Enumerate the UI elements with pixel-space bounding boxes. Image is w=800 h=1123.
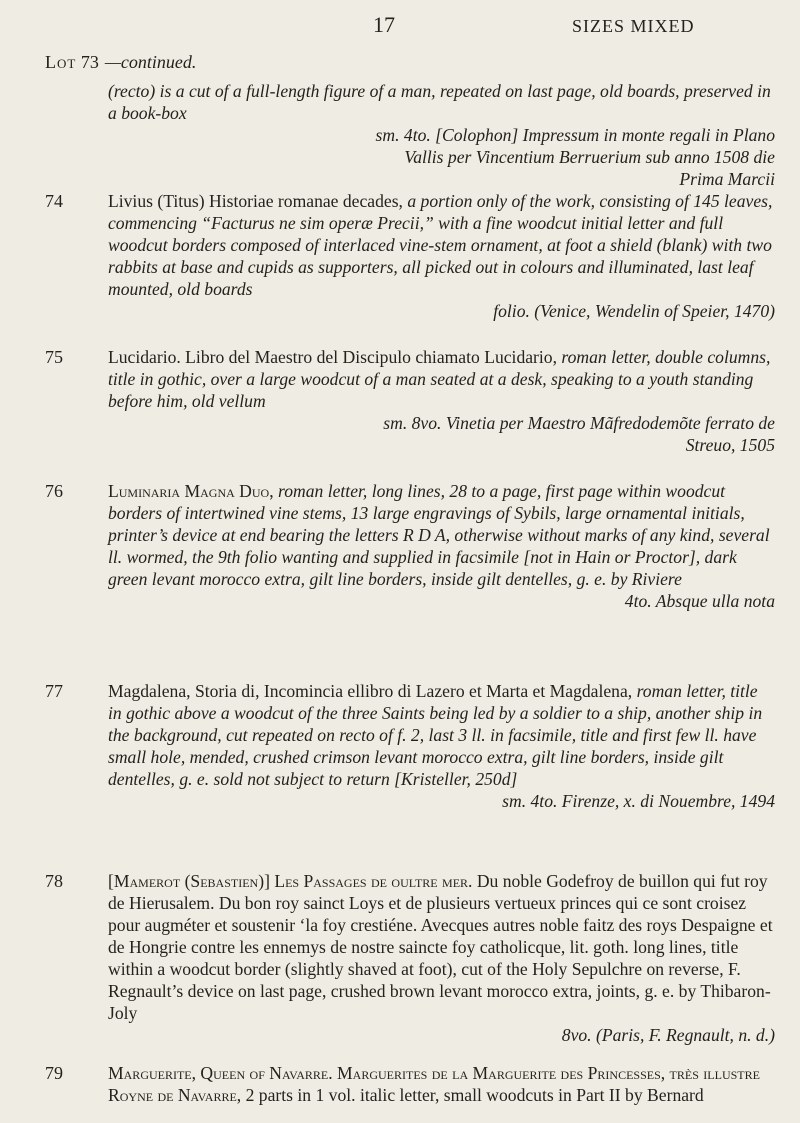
lot-entry-79	[45, 1062, 775, 1106]
lot-number: 74	[45, 191, 63, 211]
entry-title: [Mamerot (Sebastien)] Les Passages de oultre mer.	[108, 871, 473, 891]
entry-imprint-2: Streuo, 1505	[685, 435, 775, 455]
entry-title: Luminaria Magna Duo,	[108, 481, 274, 501]
lot-number: 77	[45, 681, 63, 701]
lot-entry-74	[45, 190, 775, 322]
entry-title: Marguerite, Queen of Navarre. Marguerites de la Marguerite des Princesses, très illustre Royne de Navarre,	[108, 1063, 760, 1105]
entry-title: Magdalena, Storia di, Incomincia ellibro di Lazero et Marta et Magdalena,	[108, 681, 633, 701]
lot-label: Lot	[45, 52, 77, 72]
entry-description: a portion only of the work, consisting of 145 leaves, commencing “Facturus ne sim operæ Precii,” with a fine woodcut initial letter and full woodcut borders composed of interlaced vine-stem ornament, at foot a shield (blank) with two rabbits at base and cupids as supporters, all picked out in colours and illuminated, last leaf mounted, old boards	[108, 191, 773, 299]
entry-description: roman letter, long lines, 28 to a page, first page within woodcut borders of intertwined vine stems, 13 large engravings of Sybils, large ornamental initials, printer’s device at end bearing the letters R D A, otherwise without marks of any kind, several ll. wormed, the 9th folio wanting and supplied in facsimile [not in Hain or Proctor], dark green levant morocco extra, gilt line borders, inside gilt dentelles, g. e. by Riviere	[108, 481, 770, 589]
entry-imprint: 4to. Absque ulla nota	[624, 591, 775, 611]
lot-number: 79	[45, 1063, 63, 1083]
lot-entry-77	[45, 680, 775, 812]
lot-number: 76	[45, 481, 63, 501]
entry-imprint-1: sm. 8vo. Vinetia per Maestro Mãfredodemõte ferrato de	[383, 413, 775, 433]
lot-continued-heading	[45, 52, 196, 73]
running-title: SIZES MIXED	[572, 16, 695, 36]
continued-imprint-2: Vallis per Vincentium Berruerium sub anno 1508 die	[404, 147, 775, 167]
continued-description: (recto) is a cut of a full-length figure of a man, repeated on last page, old boards, preserved in a book-box	[108, 81, 771, 123]
page-header	[0, 12, 800, 38]
continued-label: —continued.	[104, 52, 197, 72]
lot-number: 73	[80, 52, 99, 72]
entry-imprint: sm. 4to. Firenze, x. di Nouembre, 1494	[502, 791, 775, 811]
lot-number: 78	[45, 871, 63, 891]
lot-entry-75	[45, 346, 775, 456]
entry-imprint: 8vo. (Paris, F. Regnault, n. d.)	[561, 1025, 775, 1045]
entry-description: 2 parts in 1 vol. italic letter, small woodcuts in Part II by Bernard	[245, 1085, 704, 1105]
entry-title: Lucidario. Libro del Maestro del Discipulo chiamato Lucidario,	[108, 347, 557, 367]
lot-entry-76	[45, 480, 775, 612]
continued-imprint-1: sm. 4to. [Colophon] Impressum in monte regali in Plano	[375, 125, 775, 145]
entry-description: Du noble Godefroy de buillon qui fut roy de Hierusalem. Du bon roy sainct Loys et de plusieurs vertueux princes qui ce sont croisez pour augméter et soustenir ‘la foy crestiéne. Avecques autres noble faitz des roys Despaigne et de Hongrie contre les ennemys de nostre saincte foy catholicque, lit. goth. long lines, title within a woodcut border (slightly shaved at foot), cut of the Holy Sepulchre on reverse, F. Regnault’s device on last page, crushed brown levant morocco extra, joints, g. e. by Thibaron-Joly	[108, 871, 773, 1023]
lot-number: 75	[45, 347, 63, 367]
continued-imprint-3: Prima Marcii	[679, 169, 775, 189]
entry-description: roman letter, title in gothic above a woodcut of the three Saints being led by a soldier to a ship, another ship in the background, cut repeated on recto of f. 2, last 3 ll. in facsimile, title and first few ll. have small hole, mended, crushed crimson levant morocco extra, gilt line borders, inside gilt dentelles, g. e. sold not subject to return [Kristeller, 250d]	[108, 681, 763, 789]
page-number: 17	[373, 12, 395, 37]
continued-entry	[108, 80, 775, 190]
entry-imprint: folio. (Venice, Wendelin of Speier, 1470)	[493, 301, 775, 321]
entry-description: roman letter, double columns, title in gothic, over a large woodcut of a man seated at a desk, speaking to a youth standing before him, old vellum	[108, 347, 771, 411]
entry-title: Livius (Titus) Historiae romanae decades,	[108, 191, 403, 211]
lot-entry-78	[45, 870, 775, 1046]
